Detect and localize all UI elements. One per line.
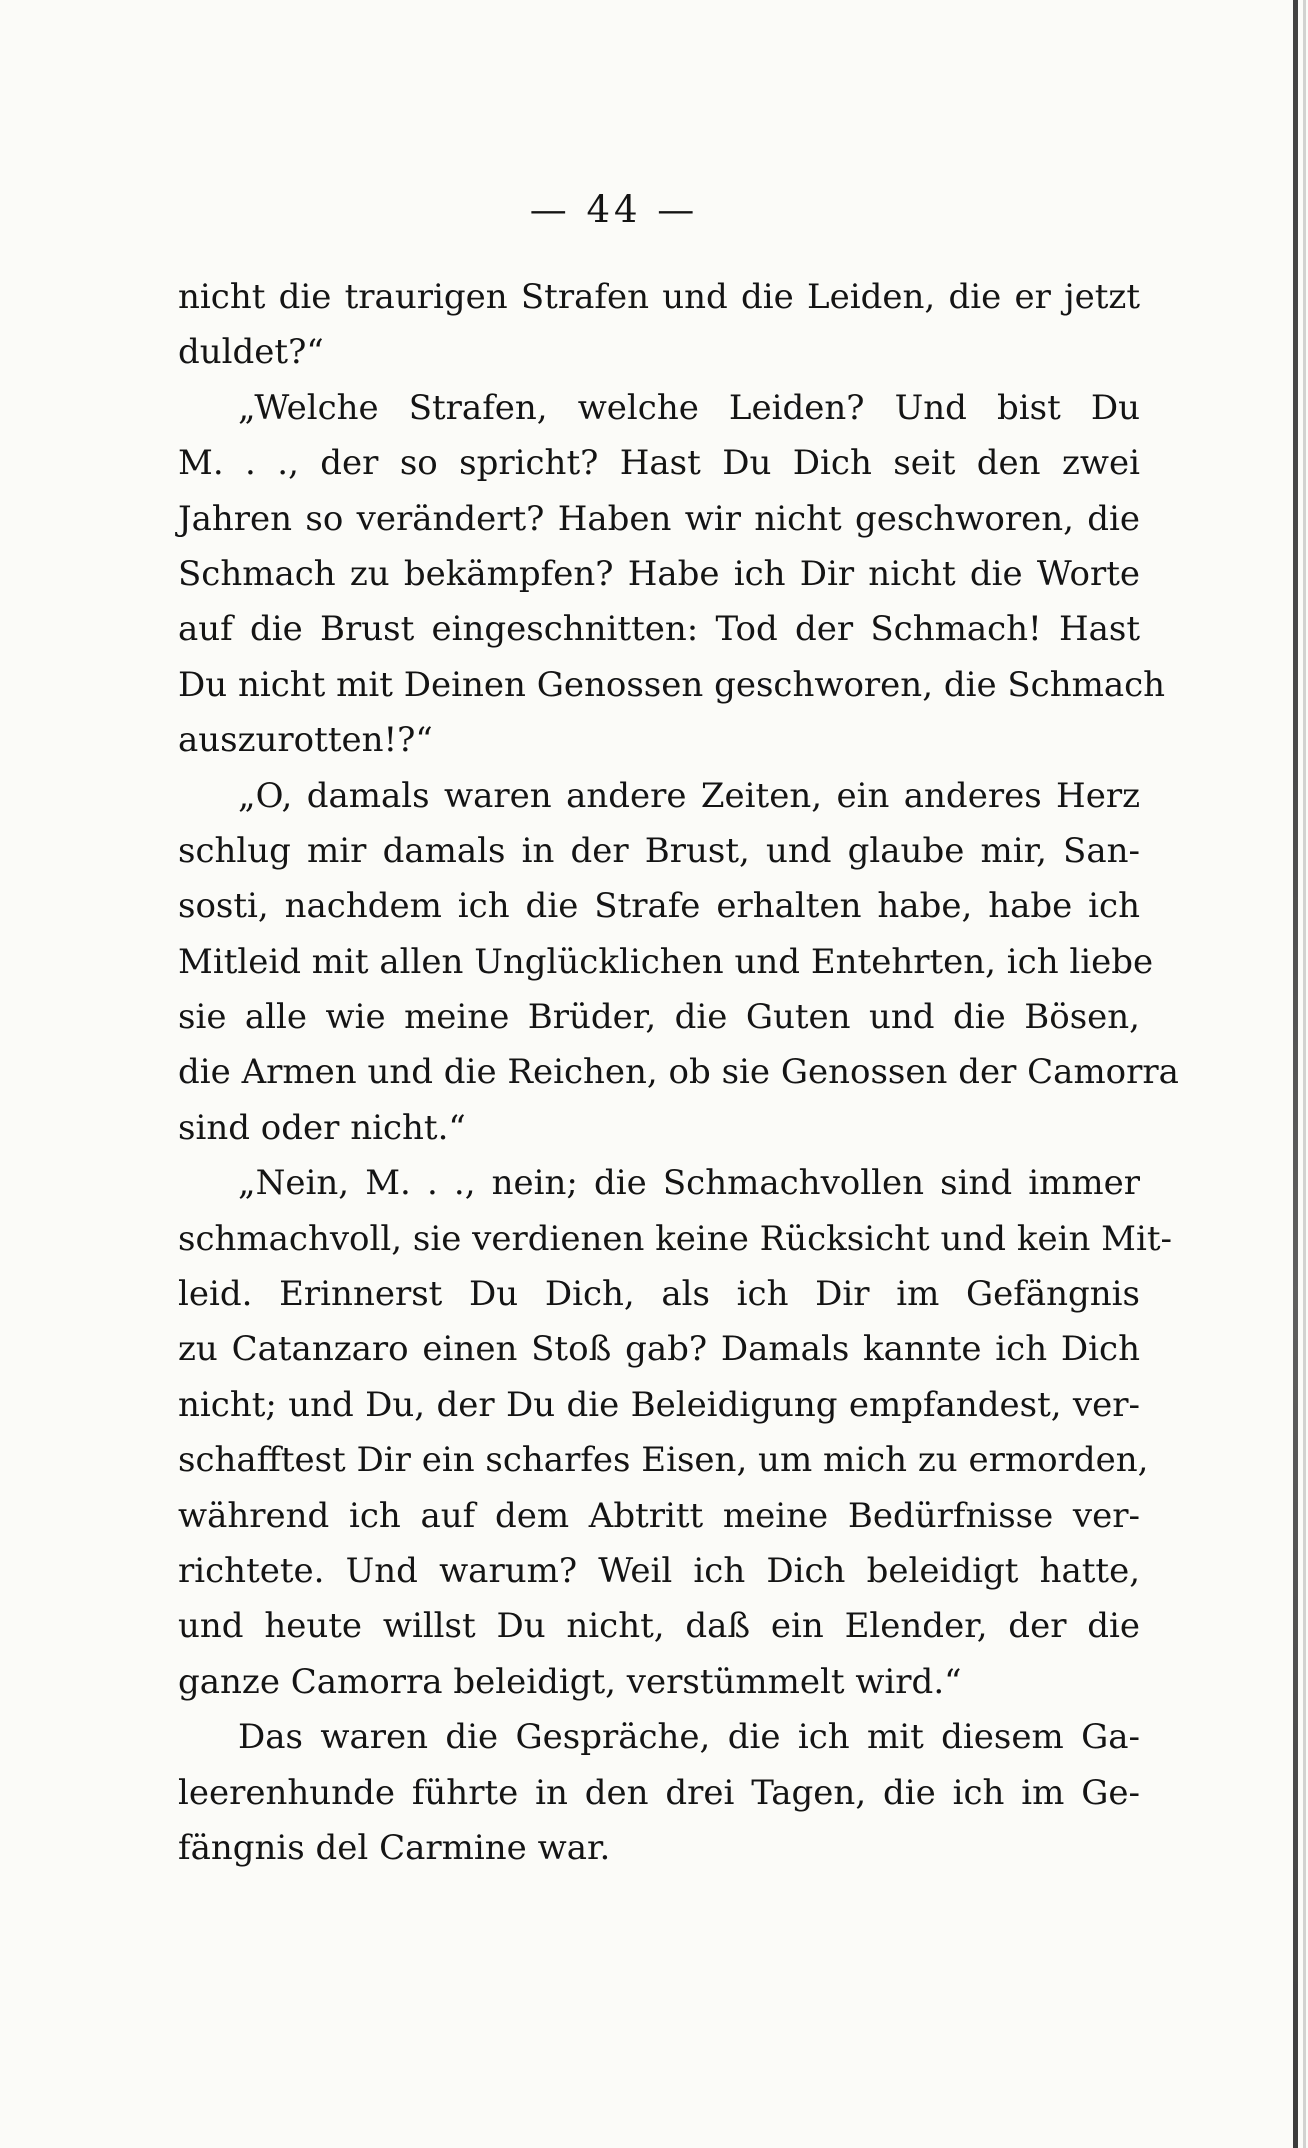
text-line: auf die Brust eingeschnitten: Tod der Schmach! Hast: [178, 609, 1140, 650]
text-line: auszurotten!?“: [178, 720, 433, 761]
body-text: [178, 270, 1179, 1876]
text-line: zu Catanzaro einen Stoß gab? Damals kannte ich Dich: [178, 1329, 1140, 1370]
text-line: M. . ., der so spricht? Hast Du Dich seit den zwei: [178, 443, 1140, 484]
text-line: „Nein, M. . ., nein; die Schmachvollen sind immer: [238, 1163, 1140, 1204]
text-line: nicht; und Du, der Du die Beleidigung empfandest, ver-: [178, 1384, 1140, 1425]
text-line: sosti, nachdem ich die Strafe erhalten habe, habe ich: [178, 886, 1140, 927]
text-line: leid. Erinnerst Du Dich, als ich Dir im Gefängnis: [178, 1274, 1140, 1315]
page-edge-shadow: [1293, 0, 1298, 2148]
text-line: fängnis del Carmine war.: [178, 1827, 611, 1868]
text-line: „Welche Strafen, welche Leiden? Und bist Du: [238, 387, 1140, 428]
text-line: Jahren so verändert? Haben wir nicht geschworen, die: [178, 498, 1140, 539]
text-line: sind oder nicht.“: [178, 1107, 466, 1148]
text-line: nicht die traurigen Strafen und die Leiden, die er jetzt: [178, 277, 1140, 317]
page-edge-highlight: [1303, 0, 1306, 2148]
text-line: ganze Camorra beleidigt, verstümmelt wird.“: [178, 1661, 962, 1702]
text-line: Du nicht mit Deinen Genossen geschworen, die Schmach: [178, 664, 1166, 705]
text-line: Das waren die Gespräche, die ich mit diesem Ga-: [238, 1717, 1140, 1758]
text-line: schlug mir damals in der Brust, und glaube mir, San-: [178, 830, 1140, 871]
text-line: die Armen und die Reichen, ob sie Genossen der Camorra: [178, 1052, 1179, 1093]
text-line: duldet?“: [178, 332, 324, 373]
text-line: schmachvoll, sie verdienen keine Rücksicht und kein Mit-: [178, 1218, 1173, 1259]
text-line: Mitleid mit allen Unglücklichen und Entehrten, ich liebe: [178, 941, 1154, 982]
text-line: während ich auf dem Abtritt meine Bedürfnisse ver-: [178, 1495, 1140, 1536]
text-line: richtete. Und warum? Weil ich Dich beleidigt hatte,: [178, 1550, 1140, 1591]
text-line: leerenhunde führte in den drei Tagen, die ich im Ge-: [178, 1772, 1140, 1813]
text-line: Schmach zu bekämpfen? Habe ich Dir nicht die Worte: [178, 553, 1140, 594]
text-line: „O, damals waren andere Zeiten, ein anderes Herz: [238, 775, 1140, 816]
page-number: — 44 —: [529, 188, 699, 231]
text-line: und heute willst Du nicht, daß ein Elender, der die: [178, 1606, 1140, 1647]
text-line: schafftest Dir ein scharfes Eisen, um mich zu ermorden,: [178, 1440, 1149, 1481]
text-line: sie alle wie meine Brüder, die Guten und die Bösen,: [178, 997, 1140, 1038]
